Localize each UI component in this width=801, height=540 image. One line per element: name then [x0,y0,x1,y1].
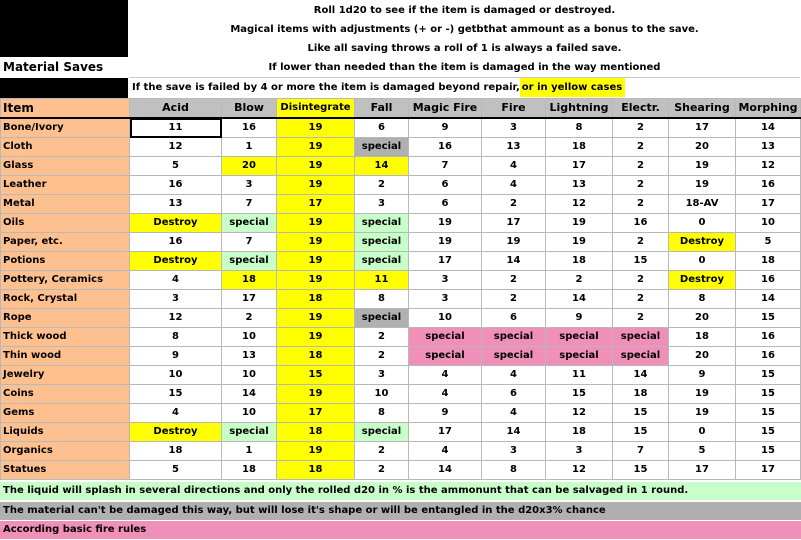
save-value-cell[interactable]: 14 [222,385,277,404]
save-value-cell[interactable]: 2 [613,290,669,309]
save-value-cell[interactable]: 8 [355,404,409,423]
fail-rule-line [129,78,800,97]
column-header-acid[interactable]: Acid [130,99,222,119]
save-value-cell[interactable]: special [355,423,409,442]
save-value-cell[interactable]: 8 [355,290,409,309]
save-value-cell[interactable]: special [355,214,409,233]
save-value-cell[interactable]: 18 [222,461,277,480]
save-value-cell[interactable]: 9 [409,118,482,138]
save-value-cell[interactable]: 14 [613,366,669,385]
save-value-cell[interactable]: Destroy [130,214,222,233]
save-value-cell[interactable]: 2 [482,195,546,214]
save-value-cell[interactable]: 3 [130,290,222,309]
save-value-cell[interactable]: 4 [482,366,546,385]
save-value-cell[interactable]: 2 [222,309,277,328]
black-header-block [0,78,128,98]
save-value-cell[interactable]: 13 [130,195,222,214]
save-value-cell[interactable]: 6 [482,309,546,328]
save-value-cell[interactable]: 2 [355,176,409,195]
save-value-cell[interactable]: special [546,328,613,347]
table-row [1,404,801,423]
table-row [1,366,801,385]
save-value-cell[interactable]: 0 [669,214,736,233]
save-value-cell[interactable]: 5 [130,157,222,176]
save-value-cell[interactable]: 14 [409,461,482,480]
save-value-cell[interactable]: special [482,347,546,366]
save-value-cell[interactable]: 9 [409,404,482,423]
save-value-cell[interactable]: 20 [669,309,736,328]
save-value-cell[interactable]: 10 [130,366,222,385]
save-value-cell[interactable]: 16 [736,271,801,290]
save-value-cell[interactable]: 14 [546,290,613,309]
save-value-cell[interactable]: 3 [482,118,546,138]
save-value-cell[interactable]: Destroy [669,233,736,252]
item-name-cell[interactable]: Rock, Crystal [1,290,130,309]
column-header-lightning[interactable]: Lightning [546,99,613,119]
column-header-item[interactable]: Item [1,99,130,119]
save-value-cell[interactable]: 15 [736,366,801,385]
save-value-cell[interactable]: 10 [222,328,277,347]
save-value-cell[interactable]: 6 [409,176,482,195]
save-value-cell[interactable]: 17 [546,157,613,176]
save-value-cell[interactable]: 20 [222,157,277,176]
save-value-cell[interactable]: 10 [409,309,482,328]
save-value-cell[interactable]: special [409,347,482,366]
save-value-cell[interactable]: 7 [222,195,277,214]
item-name-cell[interactable]: Potions [1,252,130,271]
save-value-cell[interactable]: 4 [482,157,546,176]
save-value-cell[interactable]: 19 [277,271,355,290]
item-name-cell[interactable]: Leather [1,176,130,195]
header-line: Like all saving throws a roll of 1 is always a failed save. [129,39,800,59]
save-value-cell[interactable]: 16 [736,328,801,347]
table-row [1,385,801,404]
save-value-cell[interactable]: 18 [277,423,355,442]
save-value-cell[interactable]: 14 [482,423,546,442]
save-value-cell[interactable]: 8 [130,328,222,347]
save-value-cell[interactable]: 2 [355,461,409,480]
save-value-cell[interactable]: special [355,138,409,157]
save-value-cell[interactable]: 2 [355,328,409,347]
save-value-cell[interactable]: 4 [482,176,546,195]
item-name-cell[interactable]: Statues [1,461,130,480]
save-value-cell[interactable]: 9 [130,347,222,366]
save-value-cell[interactable]: 15 [277,366,355,385]
table-row [1,195,801,214]
save-value-cell[interactable]: 19 [669,176,736,195]
save-value-cell[interactable]: 6 [482,385,546,404]
save-value-cell[interactable]: special [222,423,277,442]
save-value-cell[interactable]: 16 [409,138,482,157]
save-value-cell[interactable]: 18 [546,252,613,271]
save-value-cell[interactable]: 17 [669,118,736,138]
save-value-cell[interactable]: 18 [546,423,613,442]
save-value-cell[interactable]: 12 [130,309,222,328]
save-value-cell[interactable]: 2 [482,290,546,309]
save-value-cell[interactable]: 14 [482,252,546,271]
table-row [1,290,801,309]
fail-rule-text: If the save is failed by 4 or more the item is damaged beyond repair, [129,78,520,97]
table-row [1,328,801,347]
item-name-cell[interactable]: Thick wood [1,328,130,347]
save-value-cell[interactable]: 19 [669,404,736,423]
column-header-electr[interactable]: Electr. [613,99,669,119]
save-value-cell[interactable]: special [409,328,482,347]
save-value-cell[interactable]: 15 [130,385,222,404]
item-name-cell[interactable]: Gems [1,404,130,423]
header-line: If lower than needed than the item is damaged in the way mentioned [129,58,800,78]
save-value-cell[interactable]: 19 [669,385,736,404]
save-value-cell[interactable]: 13 [546,176,613,195]
save-value-cell[interactable]: 10 [222,366,277,385]
save-value-cell[interactable]: 2 [613,176,669,195]
save-value-cell[interactable]: 10 [222,404,277,423]
save-value-cell[interactable]: special [482,328,546,347]
save-value-cell[interactable]: 2 [355,347,409,366]
save-value-cell[interactable]: 17 [409,423,482,442]
save-value-cell[interactable]: 3 [409,290,482,309]
save-value-cell[interactable]: special [222,252,277,271]
save-value-cell[interactable]: 18 [277,347,355,366]
save-value-cell[interactable]: 11 [355,271,409,290]
save-value-cell[interactable]: 12 [736,157,801,176]
save-value-cell[interactable]: 19 [277,309,355,328]
item-name-cell[interactable]: Rope [1,309,130,328]
table-row [1,118,801,138]
save-value-cell[interactable]: 4 [409,442,482,461]
table-row [1,461,801,480]
save-value-cell[interactable]: 19 [277,233,355,252]
save-value-cell[interactable]: 16 [613,214,669,233]
item-name-cell[interactable]: Thin wood [1,347,130,366]
save-value-cell[interactable]: special [613,347,669,366]
save-value-cell[interactable]: 16 [736,347,801,366]
note-shape: The material can't be damaged this way, but will lose it's shape or will be entangled in the d20x3% chance [0,502,801,520]
save-value-cell[interactable]: Destroy [130,423,222,442]
save-value-cell[interactable]: special [355,252,409,271]
save-value-cell[interactable]: 15 [736,423,801,442]
save-value-cell[interactable]: 18 [546,138,613,157]
save-value-cell[interactable]: 8 [669,290,736,309]
save-value-cell[interactable]: 15 [736,309,801,328]
save-value-cell[interactable]: 3 [409,271,482,290]
save-value-cell[interactable]: 8 [546,118,613,138]
save-value-cell[interactable]: 19 [277,118,355,138]
save-value-cell[interactable]: 9 [546,309,613,328]
column-header-morphing[interactable]: Morphing [736,99,801,119]
save-value-cell[interactable]: 9 [669,366,736,385]
save-value-cell[interactable]: 2 [613,271,669,290]
save-value-cell[interactable]: 15 [736,442,801,461]
save-value-cell[interactable]: 3 [222,176,277,195]
item-name-cell[interactable]: Coins [1,385,130,404]
save-value-cell[interactable]: 10 [736,214,801,233]
save-value-cell[interactable]: 20 [669,138,736,157]
table-row [1,157,801,176]
save-value-cell[interactable]: 3 [355,195,409,214]
column-header-fire[interactable]: Fire [482,99,546,119]
save-value-cell[interactable]: 19 [546,214,613,233]
save-value-cell[interactable]: 5 [130,461,222,480]
save-value-cell[interactable]: 4 [482,404,546,423]
save-value-cell[interactable]: Destroy [130,252,222,271]
save-value-cell[interactable]: 4 [409,366,482,385]
save-value-cell[interactable]: 18 [277,290,355,309]
save-value-cell[interactable]: 15 [613,252,669,271]
table-row [1,252,801,271]
save-value-cell[interactable]: 19 [277,138,355,157]
save-value-cell[interactable]: 12 [546,461,613,480]
save-value-cell[interactable]: 18 [222,271,277,290]
save-value-cell[interactable]: 17 [409,252,482,271]
save-value-cell[interactable]: 19 [277,442,355,461]
save-value-cell[interactable]: 4 [409,385,482,404]
save-value-cell[interactable]: 17 [482,214,546,233]
save-value-cell[interactable]: 17 [277,404,355,423]
save-value-cell[interactable]: 16 [130,233,222,252]
save-value-cell[interactable]: 4 [130,404,222,423]
save-value-cell[interactable]: 19 [669,157,736,176]
save-value-cell[interactable]: 7 [613,442,669,461]
save-value-cell[interactable]: 2 [546,271,613,290]
save-value-cell[interactable]: 6 [355,118,409,138]
save-value-cell[interactable]: 19 [409,233,482,252]
save-value-cell[interactable]: 19 [482,233,546,252]
column-header-fall[interactable]: Fall [355,99,409,119]
save-value-cell[interactable]: 0 [669,252,736,271]
save-value-cell[interactable]: 19 [409,214,482,233]
save-value-cell[interactable]: 1 [222,138,277,157]
save-value-cell[interactable]: Destroy [669,271,736,290]
save-value-cell[interactable]: 0 [669,423,736,442]
item-name-cell[interactable]: Bone/Ivory [1,118,130,138]
save-value-cell[interactable]: 18 [613,385,669,404]
save-value-cell[interactable]: 19 [277,328,355,347]
material-saves-table [0,98,801,480]
save-value-cell[interactable]: 15 [613,461,669,480]
save-value-cell[interactable]: 6 [409,195,482,214]
save-value-cell[interactable]: 1 [222,442,277,461]
note-fire: According basic fire rules [0,521,801,539]
save-value-cell[interactable]: 15 [613,423,669,442]
save-value-cell[interactable]: 12 [546,404,613,423]
table-row [1,309,801,328]
save-value-cell[interactable]: 16 [222,118,277,138]
header-line: Roll 1d20 to see if the item is damaged or destroyed. [129,1,800,21]
table-row [1,423,801,442]
save-value-cell[interactable]: 17 [669,461,736,480]
save-value-cell[interactable]: special [546,347,613,366]
save-value-cell[interactable]: 15 [736,404,801,423]
column-header-shearing[interactable]: Shearing [669,99,736,119]
save-value-cell[interactable]: 3 [482,442,546,461]
table-row [1,233,801,252]
save-value-cell[interactable]: 19 [277,252,355,271]
save-value-cell[interactable]: 15 [546,385,613,404]
save-value-cell[interactable]: 18 [669,328,736,347]
item-name-cell[interactable]: Paper, etc. [1,233,130,252]
save-value-cell[interactable]: 18 [277,461,355,480]
save-value-cell[interactable]: 12 [546,195,613,214]
item-name-cell[interactable]: Glass [1,157,130,176]
save-value-cell[interactable]: 14 [355,157,409,176]
save-value-cell[interactable]: 7 [222,233,277,252]
save-value-cell[interactable]: 17 [736,461,801,480]
header-line: Magical items with adjustments (+ or -) getbthat ammount as a bonus to the save. [129,20,800,40]
save-value-cell[interactable]: special [355,309,409,328]
save-value-cell[interactable]: 3 [355,366,409,385]
sheet-title: Material Saves [1,58,127,77]
save-value-cell[interactable]: 14 [736,290,801,309]
save-value-cell[interactable]: 14 [736,118,801,138]
save-value-cell[interactable]: 2 [613,157,669,176]
save-value-cell[interactable]: 20 [669,347,736,366]
save-value-cell[interactable]: 11 [130,118,222,138]
save-value-cell[interactable]: 2 [613,309,669,328]
item-name-cell[interactable]: Pottery, Ceramics [1,271,130,290]
save-value-cell[interactable]: 10 [355,385,409,404]
save-value-cell[interactable]: 7 [409,157,482,176]
save-value-cell[interactable]: 18 [736,252,801,271]
save-value-cell[interactable]: 2 [613,138,669,157]
save-value-cell[interactable]: 17 [277,195,355,214]
table-row [1,176,801,195]
table-row [1,271,801,290]
save-value-cell[interactable]: 17 [222,290,277,309]
save-value-cell[interactable]: 16 [130,176,222,195]
save-value-cell[interactable]: 5 [736,233,801,252]
item-name-cell[interactable]: Liquids [1,423,130,442]
table-row [1,347,801,366]
save-value-cell[interactable]: 2 [613,195,669,214]
save-value-cell[interactable]: 4 [130,271,222,290]
black-header-block [0,0,128,57]
save-value-cell[interactable]: 8 [482,461,546,480]
column-header-blow[interactable]: Blow [222,99,277,119]
save-value-cell[interactable]: special [355,233,409,252]
save-value-cell[interactable]: 19 [546,233,613,252]
save-value-cell[interactable]: 2 [482,271,546,290]
table-row [1,138,801,157]
fail-rule-highlight: or in yellow cases [520,78,625,97]
item-name-cell[interactable]: Jewelry [1,366,130,385]
column-header-magic-fire[interactable]: Magic Fire [409,99,482,119]
save-value-cell[interactable]: 15 [613,404,669,423]
table-row [1,214,801,233]
save-value-cell[interactable]: 18 [130,442,222,461]
item-name-cell[interactable]: Oils [1,214,130,233]
save-value-cell[interactable]: 13 [222,347,277,366]
save-value-cell[interactable]: special [222,214,277,233]
save-value-cell[interactable]: 15 [736,385,801,404]
save-value-cell[interactable]: 19 [277,385,355,404]
save-value-cell[interactable]: 11 [546,366,613,385]
save-value-cell[interactable]: 5 [669,442,736,461]
item-name-cell[interactable]: Organics [1,442,130,461]
save-value-cell[interactable]: 19 [277,214,355,233]
save-value-cell[interactable]: 12 [130,138,222,157]
save-value-cell[interactable]: 2 [613,118,669,138]
save-value-cell[interactable]: 3 [546,442,613,461]
save-value-cell[interactable]: 17 [736,195,801,214]
item-name-cell[interactable]: Metal [1,195,130,214]
save-value-cell[interactable]: 13 [736,138,801,157]
table-row [1,442,801,461]
save-value-cell[interactable]: 2 [613,233,669,252]
save-value-cell[interactable]: 16 [736,176,801,195]
note-splash: The liquid will splash in several directions and only the rolled d20 in % is the ammonunt that can be salvaged in 1 round. [0,482,801,500]
column-header-row [1,99,801,119]
save-value-cell[interactable]: 18-AV [669,195,736,214]
table-body [1,118,801,480]
column-header-disintegrate[interactable]: Disintegrate [277,99,355,119]
save-value-cell[interactable]: 2 [355,442,409,461]
save-value-cell[interactable]: 19 [277,157,355,176]
item-name-cell[interactable]: Cloth [1,138,130,157]
save-value-cell[interactable]: special [613,328,669,347]
save-value-cell[interactable]: 13 [482,138,546,157]
save-value-cell[interactable]: 19 [277,176,355,195]
